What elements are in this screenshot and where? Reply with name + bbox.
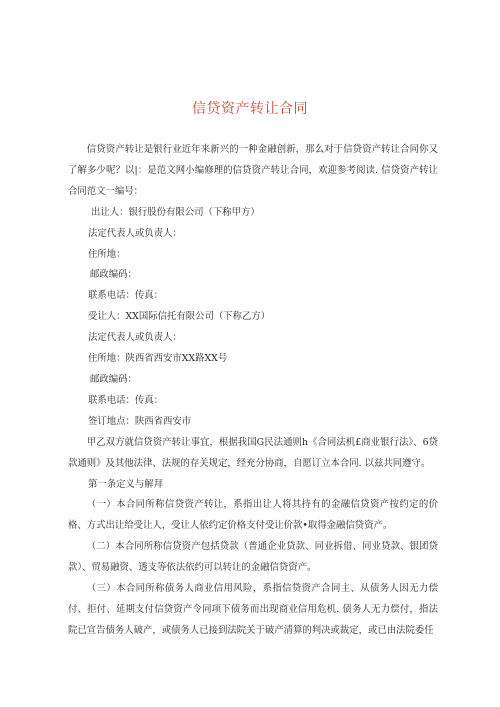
- contact-line-1: 联系电话：传真：: [88, 290, 164, 302]
- address-line-1: 住所地：: [88, 248, 126, 260]
- intro-paragraph: 信贷资产转让是银行业近年来新兴的一种金融创新，那么对于信贷资产转让合同你又了解多少呢？以|：是范文网小编修理的信贷资产转让合同，欢迎参考阅读. 信贷资产转让合同范文一编号：: [68, 144, 438, 197]
- clause-3-paragraph: （三）本合同所称债务人商业信用风险，系指信贷资产合同主、从债务人因无力偿付、拒付、延期支付信贷资产令同项下债务而出现商业信用危机. 债务人无力偿付，指法院已宣告债务人破产，或债务人已接到法院关于破产清算的判决或裁定，或已由法院委任: [68, 583, 438, 636]
- legal-rep-line-2: 法定代表人或负责人：: [88, 332, 182, 344]
- clause-2-paragraph: （二）本合同所称信贷资产包括贷款（普通企业贷款、同业拆借、同业贷款、银团贷款）、贸易融资、透支等依法依约可以转让的金融信贷资产。: [68, 541, 438, 574]
- postcode-line-2: 邮政编码：: [90, 373, 137, 385]
- contact-line-2: 联系电话：传真：: [88, 394, 164, 406]
- transferor-line: 出让人：银行股份有限公司（下称甲方）: [91, 206, 260, 218]
- legal-rep-line-1: 法定代表人或负责人：: [88, 227, 182, 239]
- postcode-line-1: 邮政编码：: [90, 269, 137, 281]
- address-line-2: 住所地：陕西省西安市XX路XX号: [88, 353, 228, 365]
- document-body: [68, 140, 438, 642]
- signing-place-line: 签订地点：陕西省西安市: [88, 415, 192, 427]
- clause-1-paragraph: （一）本合同所称信贷资产转让，系指出让人将其持有的金融信贷资产按约定的价格、方式出让给受让人，受让人依约定价格支付受让价款•取得金融信贷资产。: [68, 499, 438, 532]
- document-title: 信贷资产转让合同: [192, 101, 308, 117]
- preamble-paragraph: 甲乙双方就信贷资产转让事宜，根据我国G民法通则h《合同法机£商业银行法》、6贷款通则》及其他法律、法规的存关规定，经充分协商，自愿订立本合同. 以兹共同遵守。: [68, 436, 438, 469]
- article-1-heading: 第一条定义与解拜: [88, 478, 164, 490]
- transferee-line: 受让人：XX国际信托有限公司（下称乙方）: [88, 311, 271, 323]
